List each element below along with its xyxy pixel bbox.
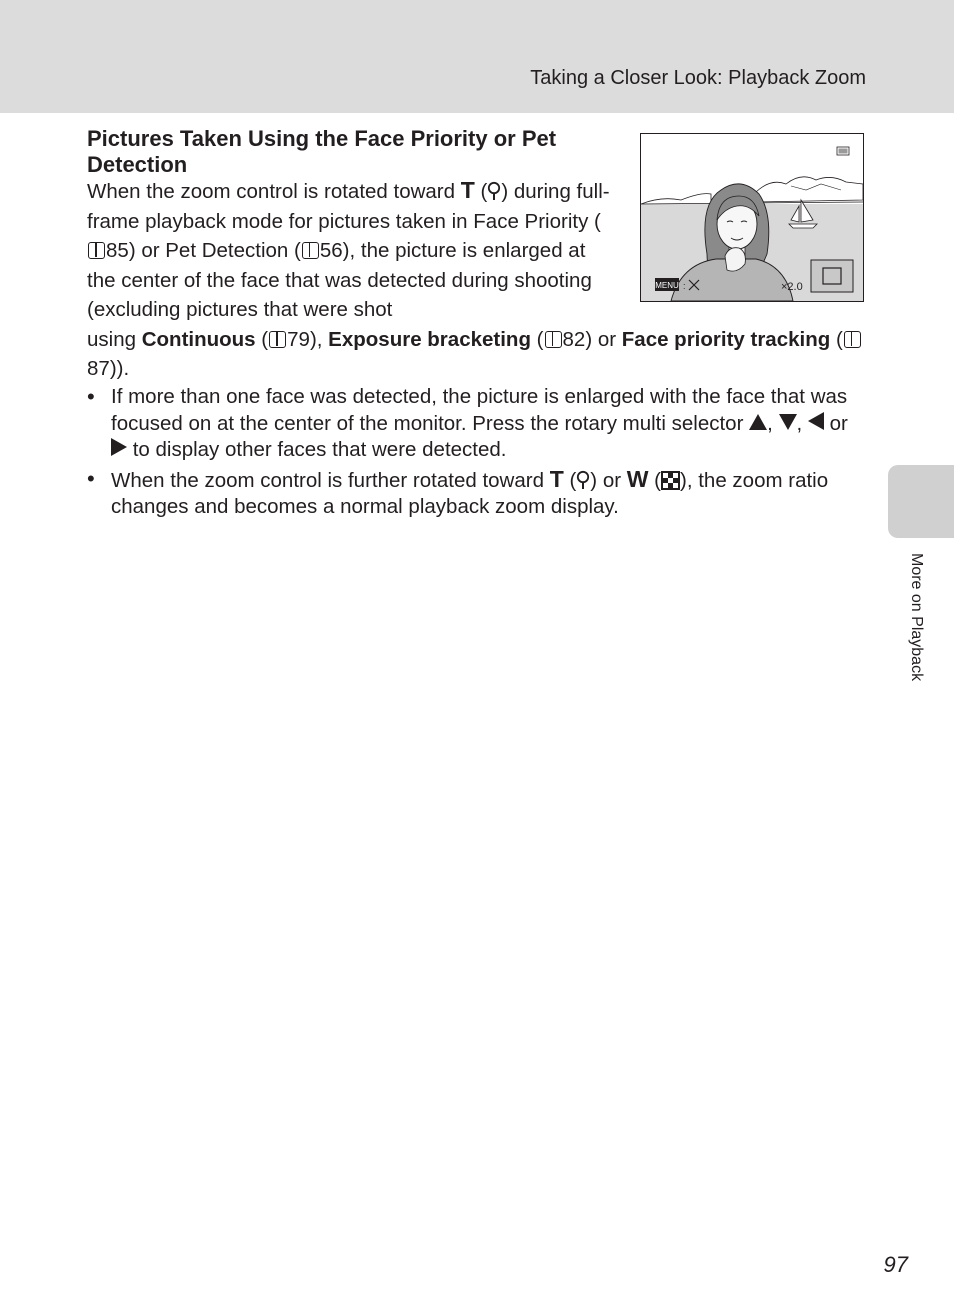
page-ref-icon bbox=[269, 331, 286, 348]
section-heading: Pictures Taken Using the Face Priority or Pet Detection bbox=[87, 126, 557, 177]
body-text-4: ) or Pet Detection ( bbox=[128, 239, 301, 262]
page-ref-icon bbox=[545, 331, 562, 348]
arrow-left-icon bbox=[808, 412, 824, 430]
portrait-illustration bbox=[641, 134, 863, 301]
term-exposure-bracketing: Exposure bracketing bbox=[328, 327, 531, 351]
magnify-icon bbox=[487, 181, 501, 201]
magnify-icon bbox=[576, 470, 590, 490]
comma-1: , bbox=[767, 411, 773, 435]
side-tab-label: More on Playback bbox=[908, 553, 925, 682]
bullet-1-text-1: If more than one face was detected, the picture is enlarged with the face that was focused on at the center of the monitor. Press the rotary multi selector bbox=[111, 385, 848, 435]
ref-page-3: 79 bbox=[287, 327, 310, 351]
playback-zoom-illustration bbox=[640, 133, 864, 302]
header-section-title: Taking a Closer Look: Playback Zoom bbox=[530, 67, 866, 89]
page-ref-icon bbox=[88, 242, 105, 259]
body-text-2: ( bbox=[480, 180, 488, 203]
bullet-2-text-1: When the zoom control is further rotated toward bbox=[111, 468, 544, 492]
tele-key: T bbox=[460, 177, 475, 203]
thumbnail-icon bbox=[661, 471, 680, 490]
page-number: 97 bbox=[883, 1252, 908, 1277]
zoom-ratio-label: ×2.0 bbox=[781, 281, 803, 293]
body-text-12: )). bbox=[109, 357, 130, 380]
bullet-list bbox=[87, 384, 867, 523]
body-text-6: using bbox=[87, 327, 137, 351]
body-text-5: ), the picture is enlarged at the center of the face that was detected during shooting (excluding pictures that were shot bbox=[87, 239, 592, 321]
body-text-1: When the zoom control is rotated toward bbox=[87, 180, 456, 203]
bullet-2-or: or bbox=[602, 468, 622, 492]
wide-key: W bbox=[626, 465, 649, 492]
list-item bbox=[87, 384, 867, 464]
body-text-9: ( bbox=[536, 327, 544, 351]
bullet-mark: • bbox=[87, 465, 95, 491]
body-text-3: ) during full-frame playback mode for pictures taken in Face Priority ( bbox=[87, 180, 610, 233]
bullet-1-text-2: to display other faces that were detected. bbox=[132, 438, 507, 461]
bullet-2-text-2: , the zoom ratio changes and becomes a normal playback zoom display. bbox=[111, 468, 829, 518]
bullet-1-or: or bbox=[829, 411, 848, 435]
comma-2: , bbox=[796, 411, 803, 435]
ref-page-1: 85 bbox=[106, 239, 129, 262]
term-face-priority-tracking: Face priority tracking bbox=[621, 327, 831, 351]
arrow-down-icon bbox=[779, 414, 797, 430]
term-continuous: Continuous bbox=[141, 327, 256, 351]
list-item: • When the zoom control is further rotated toward T ( ) or W ( ), the zoom ratio changes and becomes a normal playback zoom display. bbox=[87, 465, 829, 518]
ref-page-2: 56 bbox=[319, 239, 343, 262]
arrow-up-icon bbox=[749, 414, 767, 430]
page-ref-icon bbox=[844, 331, 861, 348]
menu-label: MENU bbox=[655, 281, 679, 290]
svg-text::: : bbox=[683, 281, 686, 291]
body-text-11: ( bbox=[835, 327, 843, 351]
arrow-right-icon bbox=[111, 438, 127, 456]
body-text-10: ) or bbox=[585, 327, 617, 351]
body-text-7: ( bbox=[261, 327, 269, 351]
body-narrow-block bbox=[87, 176, 617, 325]
page-ref-icon bbox=[302, 242, 319, 259]
side-tab bbox=[888, 465, 954, 538]
body-text-8: ), bbox=[309, 327, 323, 351]
tele-key: T bbox=[549, 465, 564, 492]
ref-page-5: 87 bbox=[87, 357, 110, 380]
bullet-mark: • bbox=[87, 384, 95, 409]
ref-page-4: 82 bbox=[562, 327, 586, 351]
header-band bbox=[0, 0, 954, 113]
